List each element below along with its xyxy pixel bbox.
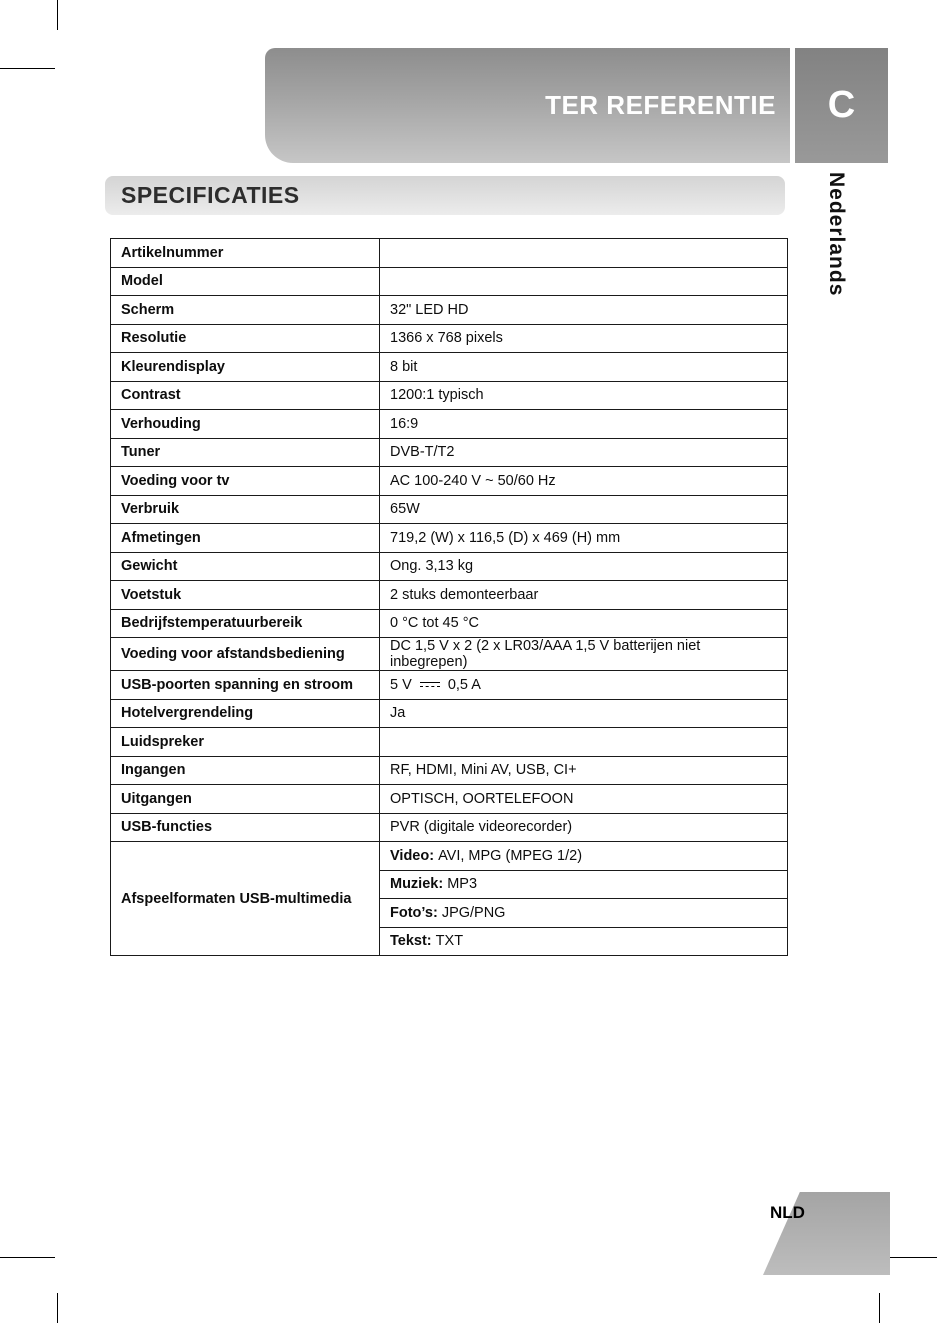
crop-mark-bottom-left-horizontal <box>0 1257 55 1258</box>
crop-mark-bottom-left-vertical <box>57 1293 58 1323</box>
spec-row <box>111 239 788 268</box>
spec-value: 32" LED HD <box>380 296 788 325</box>
spec-row <box>111 438 788 467</box>
spec-label: Resolutie <box>111 324 380 353</box>
spec-label: Luidspreker <box>111 728 380 757</box>
multimedia-label: Afspeelformaten USB-multimedia <box>111 842 380 956</box>
multimedia-value: Tekst: TXT <box>380 927 788 956</box>
crop-mark-bottom-right-vertical <box>879 1293 880 1323</box>
spec-value: RF, HDMI, Mini AV, USB, CI+ <box>380 756 788 785</box>
spec-value: DC 1,5 V x 2 (2 x LR03/AAA 1,5 V batterijen niet inbegrepen) <box>380 638 788 671</box>
spec-label: Artikelnummer <box>111 239 380 268</box>
spec-table <box>110 238 788 956</box>
spec-label: Bedrijfstemperatuurbereik <box>111 609 380 638</box>
spec-value: DVB-T/T2 <box>380 438 788 467</box>
spec-value: 16:9 <box>380 410 788 439</box>
spec-label: USB-poorten spanning en stroom <box>111 671 380 700</box>
spec-value <box>380 267 788 296</box>
spec-label: Voeding voor afstandsbediening <box>111 638 380 671</box>
spec-label: Hotelvergrendeling <box>111 699 380 728</box>
spec-row <box>111 381 788 410</box>
section-heading: SPECIFICATIES <box>121 182 300 208</box>
spec-label: Model <box>111 267 380 296</box>
multimedia-row <box>111 842 788 871</box>
multimedia-value: Muziek: MP3 <box>380 870 788 899</box>
spec-row <box>111 699 788 728</box>
spec-value: OPTISCH, OORTELEFOON <box>380 785 788 814</box>
spec-row <box>111 467 788 496</box>
spec-row <box>111 296 788 325</box>
spec-value: 2 stuks demonteerbaar <box>380 581 788 610</box>
spec-row <box>111 324 788 353</box>
multimedia-value: Video: AVI, MPG (MPEG 1/2) <box>380 842 788 871</box>
spec-label: Voetstuk <box>111 581 380 610</box>
chapter-tab <box>795 48 888 163</box>
spec-row <box>111 609 788 638</box>
spec-label: Uitgangen <box>111 785 380 814</box>
spec-value: 719,2 (W) x 116,5 (D) x 469 (H) mm <box>380 524 788 553</box>
reference-banner <box>265 48 790 163</box>
banner-title: TER REFERENTIE <box>545 90 776 120</box>
spec-value <box>380 728 788 757</box>
spec-label: Tuner <box>111 438 380 467</box>
spec-value: 0 °C tot 45 °C <box>380 609 788 638</box>
spec-label: Contrast <box>111 381 380 410</box>
spec-value: 1366 x 768 pixels <box>380 324 788 353</box>
spec-row <box>111 552 788 581</box>
spec-row <box>111 728 788 757</box>
spec-value: 65W <box>380 495 788 524</box>
spec-row <box>111 267 788 296</box>
spec-label: Ingangen <box>111 756 380 785</box>
spec-label: Afmetingen <box>111 524 380 553</box>
language-label: Nederlands <box>825 172 848 297</box>
spec-row <box>111 495 788 524</box>
spec-row <box>111 785 788 814</box>
multimedia-value: Foto’s: JPG/PNG <box>380 899 788 928</box>
spec-row <box>111 756 788 785</box>
spec-row <box>111 410 788 439</box>
footer-language-code: NLD <box>770 1203 805 1222</box>
spec-label: USB-functies <box>111 813 380 842</box>
spec-value: 1200:1 typisch <box>380 381 788 410</box>
spec-value: 8 bit <box>380 353 788 382</box>
spec-label: Scherm <box>111 296 380 325</box>
spec-row <box>111 813 788 842</box>
spec-row <box>111 638 788 671</box>
spec-label: Verhouding <box>111 410 380 439</box>
spec-value: Ja <box>380 699 788 728</box>
spec-label: Verbruik <box>111 495 380 524</box>
spec-row <box>111 581 788 610</box>
crop-mark-top-left-vertical <box>57 0 58 30</box>
spec-label: Voeding voor tv <box>111 467 380 496</box>
section-heading-bar <box>105 176 785 215</box>
spec-value: PVR (digitale videorecorder) <box>380 813 788 842</box>
spec-value: 5 V 0,5 A <box>380 671 788 700</box>
spec-value: Ong. 3,13 kg <box>380 552 788 581</box>
crop-mark-bottom-right-horizontal <box>882 1257 937 1258</box>
spec-value <box>380 239 788 268</box>
chapter-letter: C <box>827 84 856 126</box>
spec-row <box>111 353 788 382</box>
spec-label: Gewicht <box>111 552 380 581</box>
spec-table-body <box>111 239 788 956</box>
dc-voltage-icon <box>420 682 440 687</box>
spec-row <box>111 524 788 553</box>
spec-row <box>111 671 788 700</box>
crop-mark-top-left-horizontal <box>0 68 55 69</box>
spec-label: Kleurendisplay <box>111 353 380 382</box>
spec-value: AC 100-240 V ~ 50/60 Hz <box>380 467 788 496</box>
